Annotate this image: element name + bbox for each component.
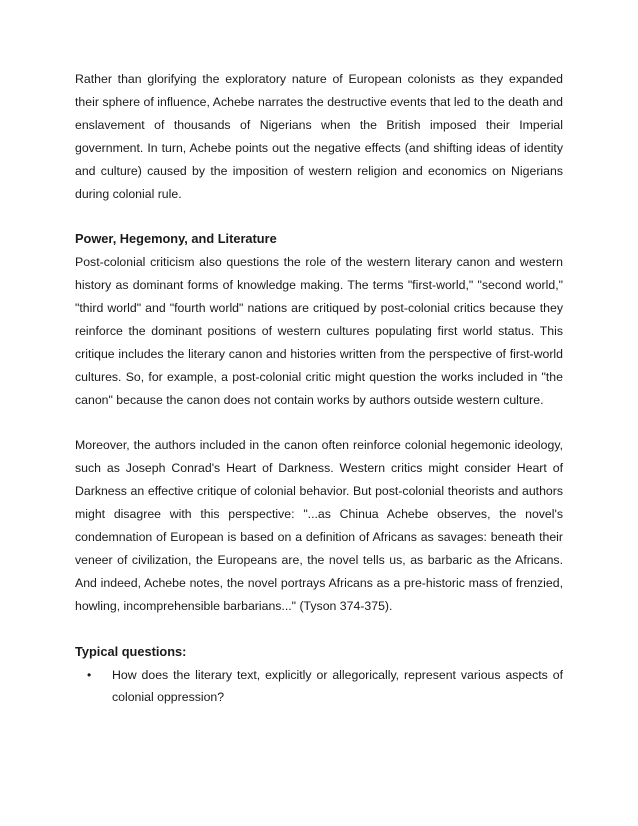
paragraph-hegemonic-ideology: Moreover, the authors included in the canon often reinforce colonial hegemonic ideology, such as Joseph Conrad's Heart of Darkness. Western critics might consider Heart of Darkness an effective critique of colonial behavior. But post-colonial theorists and authors might disagree with this perspective: "...as Chinua Achebe observes, the novel's condemnation of European is based on a definition of Africans as savages: beneath their veneer of civilization, the Europeans are, the novel tells us, as barbaric as the Africans. And indeed, Achebe notes, the novel portrays Africans as a pre-historic mass of frenzied, howling, incomprehensible barbarians..." (Tyson 374-375).	[75, 438, 563, 613]
paragraph-achebe-narration: Rather than glorifying the exploratory nature of European colonists as they expanded their sphere of influence, Achebe narrates the destructive events that led to the death and enslavement of thousands of Nigerians when the British imposed their Imperial government. In turn, Achebe points out the negative effects (and shifting ideas of identity and culture) caused by the imposition of western religion and economics on Nigerians during colonial rule.	[75, 72, 563, 201]
document-page	[75, 68, 563, 709]
questions-list	[75, 664, 563, 710]
paragraph-spacer	[75, 412, 563, 435]
question-text: How does the literary text, explicitly or allegorically, represent various aspects of colonial oppression?	[112, 667, 563, 705]
questions-heading: Typical questions:	[75, 643, 187, 659]
list-item	[75, 664, 563, 710]
paragraph-canon-critique: Post-colonial criticism also questions the role of the western literary canon and western history as dominant forms of knowledge making. The terms "first-world," "second world," "third world" and "fourth world" nations are critiqued by post-colonial critics because they reinforce the dominant positions of western cultures populating first world status. This critique includes the literary canon and histories written from the perspective of first-world cultures. So, for example, a post-colonial critic might question the works included in "the canon" because the canon does not contain works by authors outside western culture.	[75, 255, 563, 407]
paragraph-spacer	[75, 205, 563, 228]
paragraph-spacer	[75, 618, 563, 641]
section-heading: Power, Hegemony, and Literature	[75, 231, 277, 247]
bullet-icon: •	[87, 667, 92, 682]
